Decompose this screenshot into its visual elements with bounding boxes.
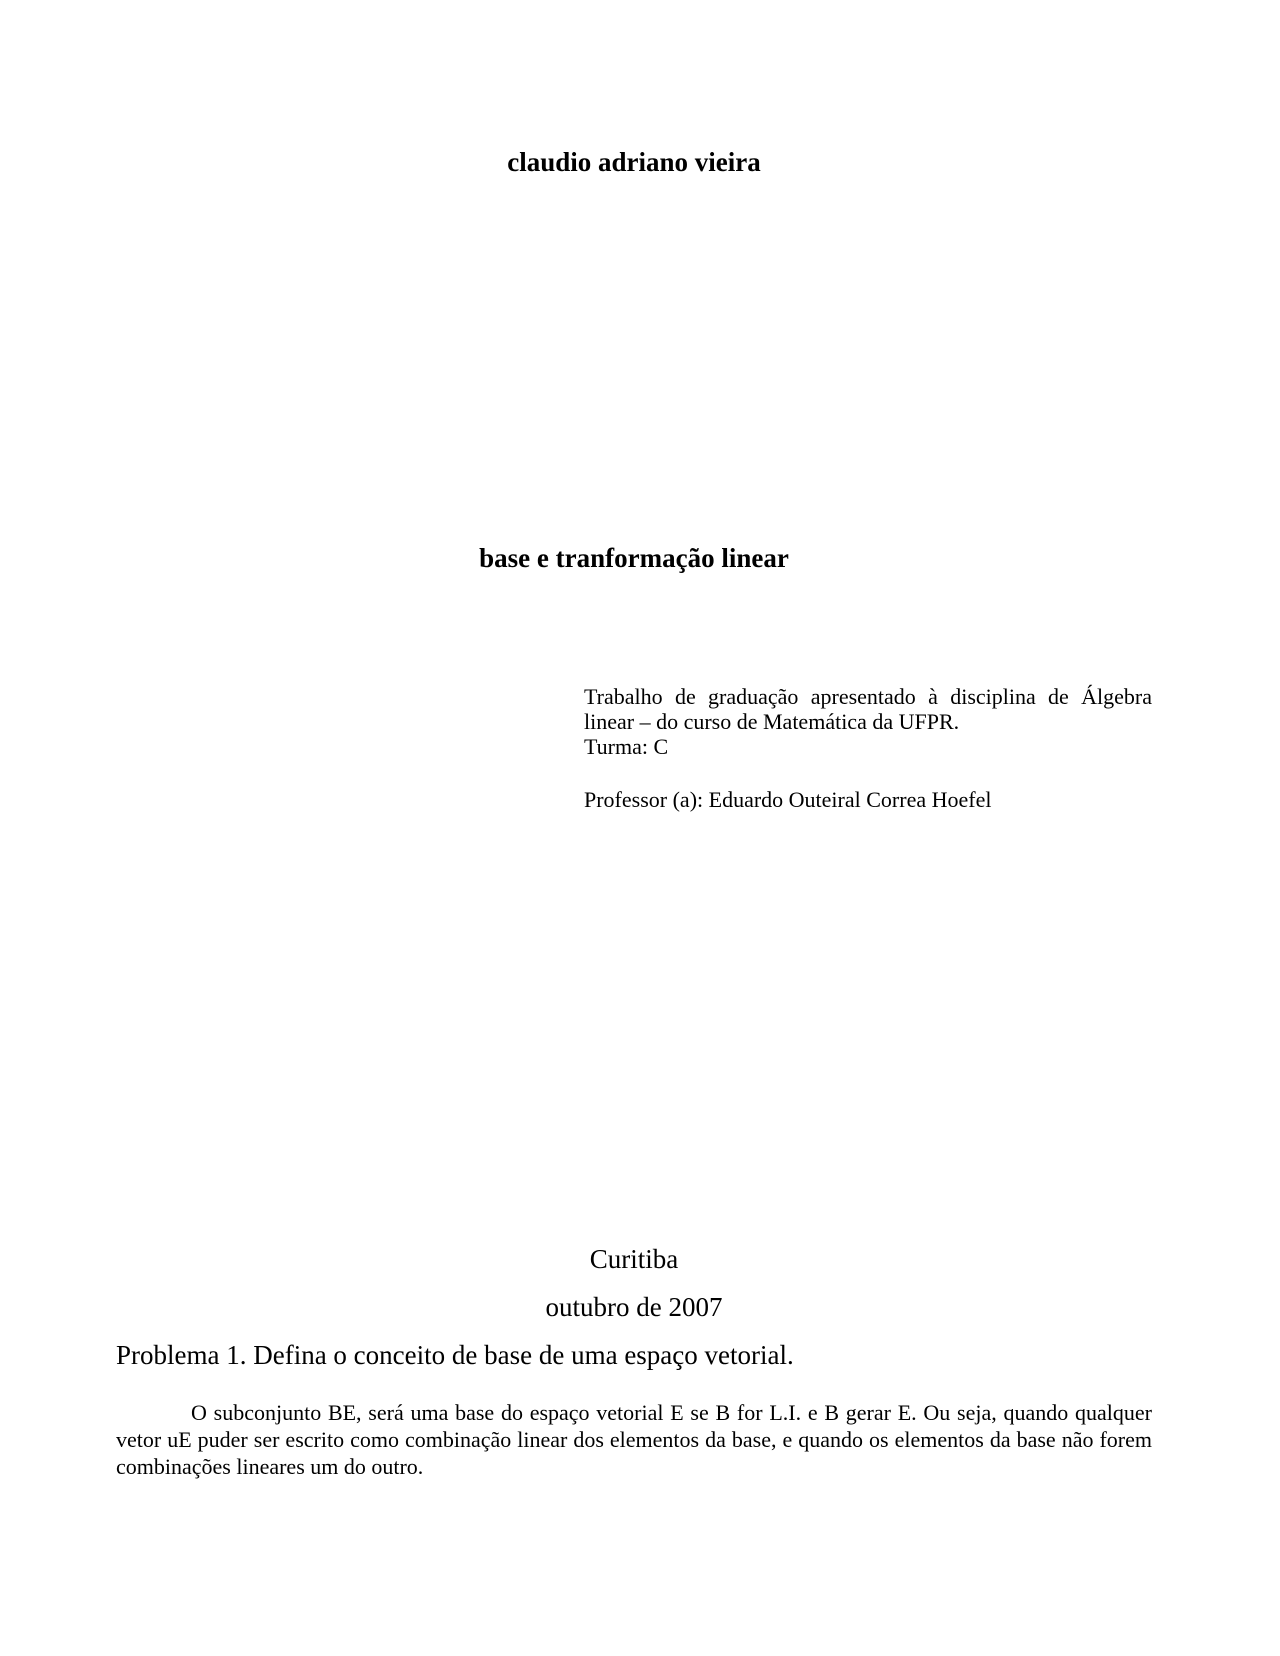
date: outubro de 2007: [545, 1292, 723, 1322]
work-description-block: [584, 684, 1152, 812]
document-title: base e tranformação linear: [479, 543, 789, 573]
class-label: Turma: C: [584, 734, 669, 759]
paragraph-gap: [584, 759, 1152, 787]
problem-heading: Problema 1. Defina o conceito de base de uma espaço vetorial.: [116, 1340, 794, 1370]
author-name: claudio adriano vieira: [507, 147, 761, 177]
answer-paragraph: O subconjunto BE, será uma base do espaço vetorial E se B for L.I. e B gerar E. Ou seja, quando qualquer vetor uE puder ser escrito como combinação linear dos elementos da base, e quando os elementos da base não forem combinações lineares um do outro.: [116, 1400, 1152, 1479]
professor-name: Professor (a): Eduardo Outeiral Correa Hoefel: [584, 787, 992, 812]
city: Curitiba: [589, 1244, 679, 1274]
work-description: Trabalho de graduação apresentado à disciplina de Álgebra linear – do curso de Matemática da UFPR.: [584, 684, 1152, 734]
